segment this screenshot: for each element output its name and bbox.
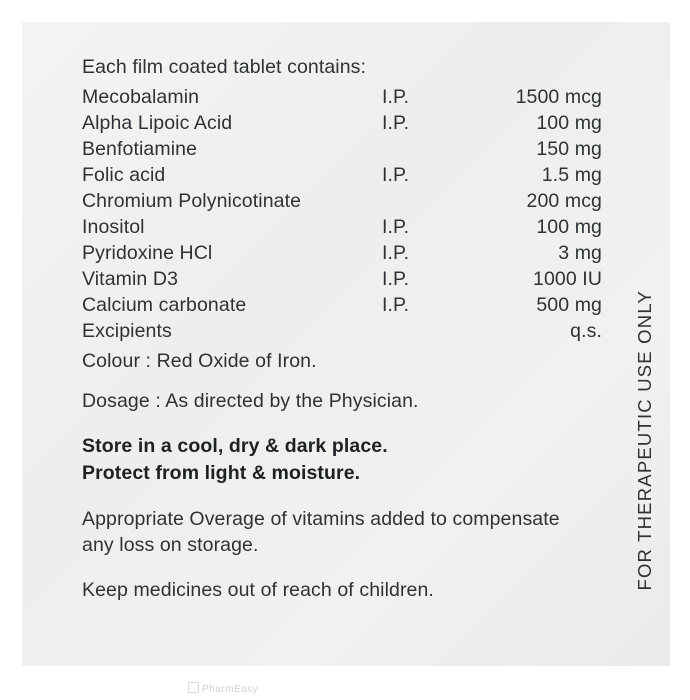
composition-heading: Each film coated tablet contains: bbox=[82, 56, 367, 78]
table-row bbox=[82, 240, 602, 266]
storage-line-2: Protect from light & moisture. bbox=[82, 461, 361, 484]
ingredient-name: Inositol bbox=[82, 215, 145, 238]
table-row bbox=[82, 136, 602, 162]
colour-line: Colour : Red Oxide of Iron. bbox=[82, 350, 317, 372]
table-row bbox=[82, 84, 602, 110]
ingredient-standard: I.P. bbox=[382, 215, 410, 238]
panel-edge-right bbox=[670, 0, 690, 700]
composition-content bbox=[82, 56, 602, 604]
table-row bbox=[82, 292, 602, 318]
ingredient-name: Calcium carbonate bbox=[82, 293, 247, 316]
ingredient-quantity: q.s. bbox=[570, 319, 602, 342]
ingredient-name: Pyridoxine HCl bbox=[82, 241, 213, 264]
ingredient-name: Alpha Lipoic Acid bbox=[82, 111, 233, 134]
ingredient-quantity: 1.5 mg bbox=[541, 163, 602, 186]
panel-edge-left bbox=[0, 0, 22, 700]
ingredient-standard: I.P. bbox=[382, 293, 410, 316]
keep-away-note: Keep medicines out of reach of children. bbox=[82, 579, 434, 602]
storage-line-1: Store in a cool, dry & dark place. bbox=[82, 435, 388, 457]
table-row bbox=[82, 214, 602, 240]
ingredient-standard bbox=[382, 188, 472, 214]
dosage-line: Dosage : As directed by the Physician. bbox=[82, 390, 419, 412]
ingredient-quantity: 100 mg bbox=[536, 215, 602, 238]
ingredient-standard: I.P. bbox=[382, 241, 410, 264]
table-row bbox=[82, 188, 602, 214]
ingredient-standard bbox=[382, 318, 472, 344]
ingredient-name: Excipients bbox=[82, 319, 172, 342]
ingredients-table bbox=[82, 84, 602, 344]
watermark-logo-icon bbox=[188, 682, 199, 693]
ingredient-name: Benfotiamine bbox=[82, 137, 198, 160]
ingredient-name: Mecobalamin bbox=[82, 85, 200, 108]
therapeutic-use-note: FOR THERAPEUTIC USE ONLY bbox=[634, 290, 655, 591]
storage-instructions bbox=[82, 433, 602, 487]
table-row bbox=[82, 266, 602, 292]
ingredient-standard: I.P. bbox=[382, 163, 410, 186]
ingredient-quantity: 500 mg bbox=[536, 293, 602, 316]
ingredient-standard bbox=[382, 136, 472, 162]
ingredient-standard: I.P. bbox=[382, 111, 410, 134]
panel-edge-top bbox=[0, 0, 690, 22]
table-row bbox=[82, 110, 602, 136]
watermark-label: PharmEasy bbox=[202, 684, 259, 695]
table-row bbox=[82, 162, 602, 188]
ingredient-quantity: 1500 mcg bbox=[515, 85, 602, 108]
ingredient-name: Folic acid bbox=[82, 163, 166, 186]
ingredient-quantity: 200 mcg bbox=[526, 189, 602, 212]
ingredient-standard: I.P. bbox=[382, 267, 410, 290]
table-row bbox=[82, 318, 602, 344]
ingredient-name: Chromium Polynicotinate bbox=[82, 189, 302, 212]
overage-note: Appropriate Overage of vitamins added to compensate any loss on storage. bbox=[82, 507, 560, 557]
panel-edge-bottom bbox=[0, 666, 690, 700]
ingredient-quantity: 100 mg bbox=[536, 111, 602, 134]
ingredient-quantity: 3 mg bbox=[558, 241, 602, 264]
watermark bbox=[188, 682, 258, 695]
ingredient-quantity: 150 mg bbox=[536, 137, 602, 160]
ingredient-standard: I.P. bbox=[382, 85, 410, 108]
ingredient-name: Vitamin D3 bbox=[82, 267, 179, 290]
ingredient-quantity: 1000 IU bbox=[533, 267, 602, 290]
